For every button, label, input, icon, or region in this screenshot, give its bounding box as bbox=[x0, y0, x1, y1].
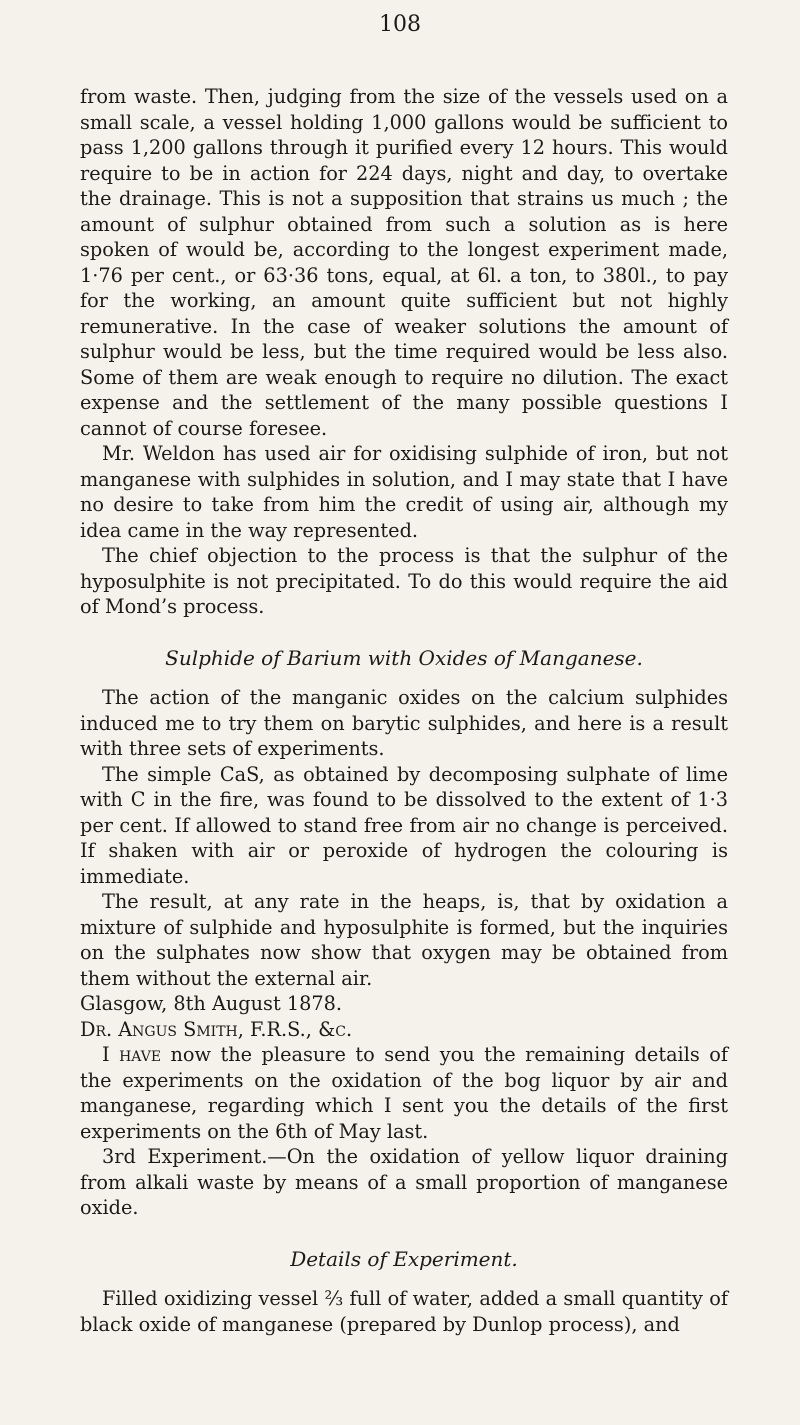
paragraph: Mr. Weldon has used air for oxidising sulphide of iron, but not manganese with sulphides in solution, and I may state that I have no desire to take from him the credit of using air, although my idea came in the way represented. bbox=[80, 442, 728, 542]
letter-first-word: I have bbox=[102, 1043, 162, 1066]
letter-opening-paragraph bbox=[80, 1042, 728, 1144]
paragraph: from waste. Then, judging from the size of the vessels used on a small scale, a vessel holding 1,000 gallons would be sufficient to pass 1,200 gallons through it purified every 12 hours. This would require to be in action for 224 days, night and day, to overtake the drainage. This is not a supposition that strains us much ; the amount of sulphur obtained from such a solution as is here spoken of would be, according to the longest experiment made, 1·76 per cent., or 63·36 tons, equal, at 6l. a ton, to 380l., to pay for the working, an amount quite sufficient but not highly remunerative. In the case of weaker solutions the amount of sulphur would be less, but the time required would be less also. Some of them are weak enough to require no dilution. The exact expense and the settlement of the many possible questions I cannot of course foresee. bbox=[80, 85, 728, 440]
section-heading: Details of Experiment. bbox=[290, 1246, 518, 1271]
letter-dateline: Glasgow, 8th August 1878. bbox=[80, 992, 343, 1015]
letter-salutation: Dr. Angus Smith, F.R.S., &c. bbox=[80, 1017, 353, 1041]
paragraph: The simple CaS, as obtained by decomposing sulphate of lime with C in the fire, was found to be dissolved to the extent of 1·3 per cent. If allowed to stand free from air no change is perceived. If shaken with air or peroxide of hydrogen the colouring is immediate. bbox=[80, 762, 728, 888]
paragraph: The result, at any rate in the heaps, is, that by oxidation a mixture of sulphide and hyposulphite is formed, but the inquiries on the sulphates now show that oxygen may be obtained from them without the external air. bbox=[80, 890, 728, 990]
paragraph: Filled oxidizing vessel ⅔ full of water, added a small quantity of black oxide of manganese (prepared by Dunlop process), and bbox=[80, 1287, 728, 1336]
paragraph: 3rd Experiment.—On the oxidation of yellow liquor draining from alkali waste by means of a small proportion of manganese oxide. bbox=[80, 1145, 728, 1219]
section-heading: Sulphide of Barium with Oxides of Manganese. bbox=[165, 645, 643, 670]
body-text bbox=[80, 84, 728, 1337]
letter-first-rest: now the pleasure to send you the remaining details of the experiments on the oxidation of the bog liquor by air and manganese, regarding which I sent you the details of the first experiments on the 6th of May last. bbox=[80, 1043, 728, 1143]
page-number: 108 bbox=[379, 12, 421, 37]
paragraph: The action of the manganic oxides on the calcium sulphides induced me to try them on barytic sulphides, and here is a result with three sets of experiments. bbox=[80, 686, 728, 760]
paragraph: The chief objection to the process is that the sulphur of the hyposulphite is not precipitated. To do this would require the aid of Mond’s process. bbox=[80, 544, 728, 618]
